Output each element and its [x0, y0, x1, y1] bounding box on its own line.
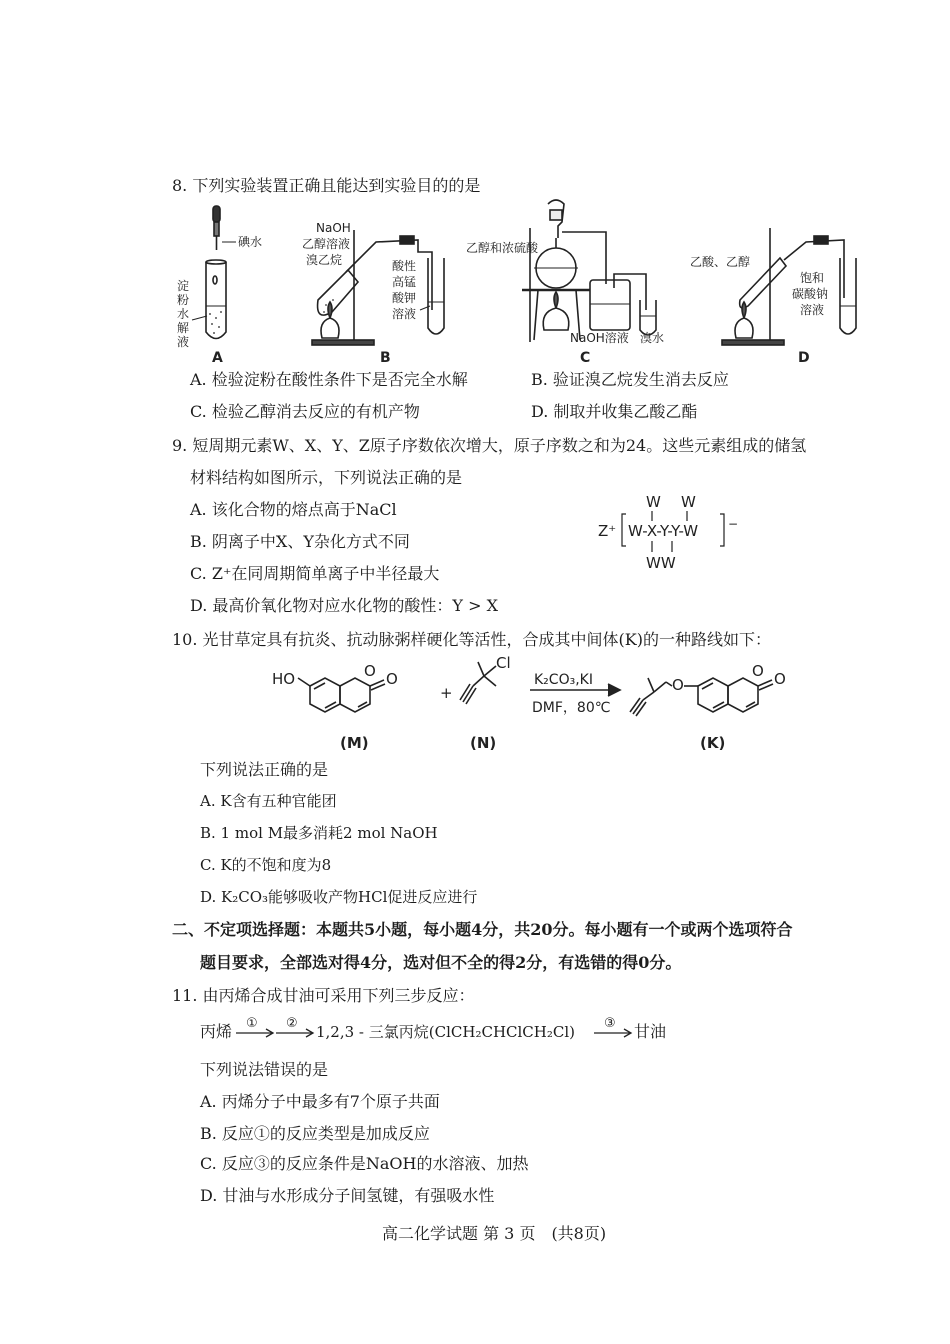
q8-option-b[interactable]: B. 验证溴乙烷发生消去反应: [531, 370, 729, 389]
q8-stem: 8. 下列实验装置正确且能达到实验目的的是: [172, 176, 481, 195]
label-b-tube-2: 高锰: [392, 275, 417, 289]
plus-sign: +: [440, 684, 453, 702]
label-a-side-5: 液: [177, 335, 190, 349]
q9-stem-line1: 9. 短周期元素W、X、Y、Z原子序数依次增大，原子序数之和为24。这些元素组成的储氢: [172, 436, 807, 455]
q8-option-d[interactable]: D. 制取并收集乙酸乙酯: [531, 402, 698, 421]
label-c-flask: 乙醇和浓硫酸: [466, 241, 539, 255]
q11-route-end: 甘油: [634, 1022, 667, 1041]
q9-option-c[interactable]: C. Z⁺在同周期简单离子中半径最大: [190, 564, 440, 583]
fig-letter-b: B: [380, 350, 391, 366]
reagent-bottom: DMF，80℃: [532, 700, 611, 716]
label-n: (N): [470, 734, 497, 752]
fig-letter-d: D: [798, 350, 810, 366]
label-k: (K): [700, 734, 726, 752]
m-carbonyl-o: O: [386, 670, 398, 688]
q11-option-c[interactable]: C. 反应③的反应条件是NaOH的水溶液、加热: [200, 1154, 529, 1173]
q11-lead: 下列说法错误的是: [200, 1060, 329, 1079]
q9-option-b[interactable]: B. 阴离子中X、Y杂化方式不同: [190, 532, 410, 551]
step3-marker: ③: [604, 1016, 616, 1031]
label-c-tube: 溴水: [640, 331, 665, 345]
q11-option-a[interactable]: A. 丙烯分子中最多有7个原子共面: [200, 1092, 440, 1111]
label-d-tube-3: 溶液: [800, 303, 825, 317]
q11-stem: 11. 由丙烯合成甘油可采用下列三步反应：: [172, 986, 475, 1005]
label-a-side-4: 解: [177, 321, 190, 335]
k-ether-o: O: [672, 676, 684, 694]
n-chloro-label: Cl: [496, 654, 511, 672]
q8-option-c[interactable]: C. 检验乙醇消去反应的有机产物: [190, 402, 420, 421]
step2-marker: ②: [286, 1016, 298, 1031]
step1-marker: ①: [246, 1016, 258, 1031]
label-b-flask-2: 乙醇溶液: [302, 237, 351, 251]
reagent-top: K₂CO₃,KI: [534, 672, 593, 688]
label-b-flask-3: 溴乙烷: [306, 253, 343, 267]
label-d-tube-2: 碳酸钠: [792, 287, 829, 301]
label-b-tube-4: 溶液: [392, 307, 417, 321]
struct-top-w2: W: [681, 493, 696, 511]
label-a-side-3: 水: [177, 307, 190, 321]
struct-bottom: WW: [646, 554, 676, 572]
struct-charge: −: [728, 517, 739, 531]
label-c-bottle: NaOH溶液: [570, 331, 629, 345]
label-a-top: 碘水: [238, 235, 263, 249]
page-footer: 高二化学试题 第 3 页 (共8页): [382, 1224, 607, 1243]
label-b-tube-1: 酸性: [392, 259, 417, 273]
q10-option-a[interactable]: A. K含有五种官能团: [200, 792, 337, 810]
k-carbonyl-o: O: [774, 670, 786, 688]
label-a-side-1: 淀: [177, 279, 190, 293]
label-m: (M): [340, 734, 369, 752]
fig-letter-a: A: [212, 350, 223, 366]
label-b-flask-1: NaOH: [316, 221, 351, 235]
struct-cation: Z⁺: [598, 522, 617, 540]
q9-option-a[interactable]: A. 该化合物的熔点高于NaCl: [190, 500, 397, 519]
q10-stem: 10. 光甘草定具有抗炎、抗动脉粥样硬化等活性，合成其中间体(K)的一种路线如下：: [172, 630, 771, 649]
k-ring-o: O: [752, 662, 764, 680]
q11-option-b[interactable]: B. 反应①的反应类型是加成反应: [200, 1124, 430, 1143]
fig-letter-c: C: [580, 350, 591, 366]
label-a-side-2: 粉: [177, 293, 190, 307]
q9-stem-line2: 材料结构如图所示，下列说法正确的是: [190, 468, 463, 487]
q11-route-start: 丙烯: [200, 1022, 233, 1041]
q11-route-middle: 1,2,3 - 三氯丙烷(ClCH₂CHClCH₂Cl): [316, 1023, 575, 1041]
m-ring-o: O: [364, 662, 376, 680]
q10-option-c[interactable]: C. K的不饱和度为8: [200, 856, 332, 874]
q8-option-a[interactable]: A. 检验淀粉在酸性条件下是否完全水解: [190, 370, 468, 389]
label-d-flask: 乙酸、乙醇: [690, 255, 751, 269]
q10-option-b[interactable]: B. 1 mol M最多消耗2 mol NaOH: [200, 824, 438, 842]
q10-lead: 下列说法正确的是: [200, 760, 329, 779]
struct-chain: W-X-Y-Y-W: [628, 522, 699, 540]
label-d-tube-1: 饱和: [800, 271, 825, 285]
q10-option-d[interactable]: D. K₂CO₃能够吸收产物HCl促进反应进行: [200, 888, 478, 906]
q11-option-d[interactable]: D. 甘油与水形成分子间氢键，有强吸水性: [200, 1186, 495, 1205]
section2-header-line2: 题目要求，全部选对得4分，选对但不全的得2分，有选错的得0分。: [200, 953, 682, 972]
struct-top-w1: W: [646, 493, 661, 511]
section2-header-line1: 二、不定项选择题：本题共5小题，每小题4分，共20分。每小题有一个或两个选项符合: [172, 920, 793, 939]
m-hydroxy-label: HO: [272, 670, 296, 688]
label-b-tube-3: 酸钾: [392, 291, 417, 305]
q9-option-d[interactable]: D. 最高价氧化物对应水化物的酸性：Y > X: [190, 596, 498, 615]
